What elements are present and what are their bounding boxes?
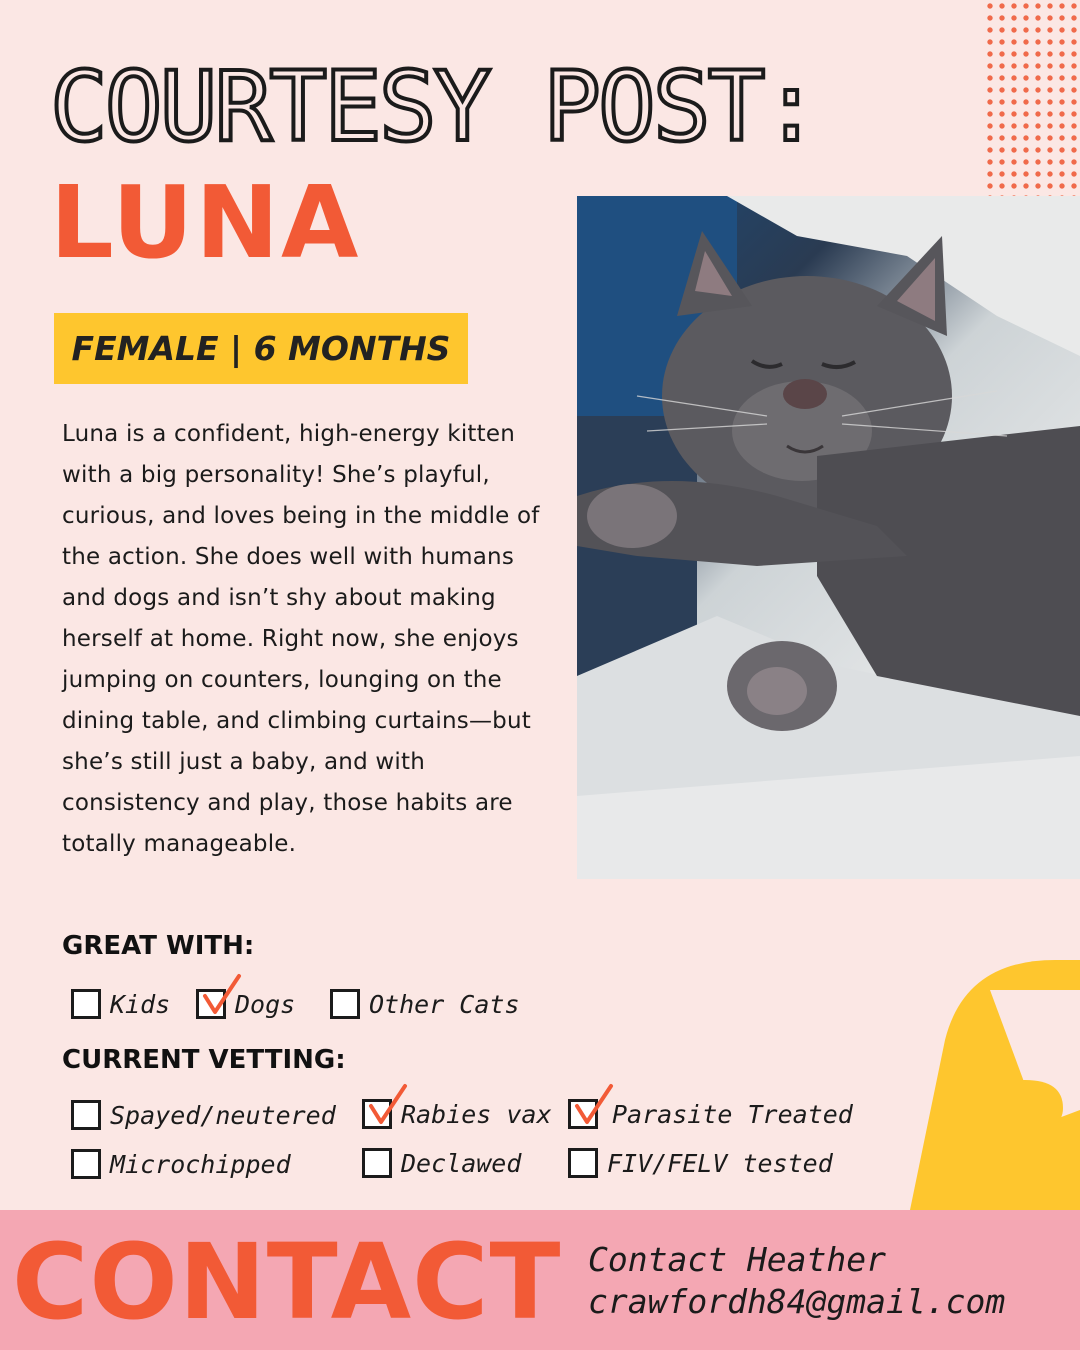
checkbox-microchipped[interactable] (71, 1147, 291, 1181)
checkbox-box[interactable] (71, 989, 101, 1019)
checkbox-parasite-treated[interactable] (568, 1097, 853, 1131)
checkbox-box[interactable] (330, 989, 360, 1019)
checkbox-label: Microchipped (110, 1149, 291, 1179)
checkbox-fiv-felv-tested[interactable] (568, 1146, 833, 1180)
checkbox-spayed-neutered[interactable] (71, 1098, 336, 1132)
checkbox-box[interactable] (362, 1148, 392, 1178)
checkbox-box[interactable] (568, 1099, 598, 1129)
contact-name: Contact Heather (588, 1240, 887, 1279)
checkbox-declawed[interactable] (362, 1146, 521, 1180)
checkbox-label: Parasite Treated (612, 1099, 853, 1129)
checkmark-icon (365, 1082, 409, 1128)
checkbox-box[interactable] (71, 1149, 101, 1179)
contact-email[interactable]: crawfordh84@gmail.com (588, 1282, 1006, 1321)
checkbox-label: FIV/FELV tested (607, 1148, 833, 1178)
checkmark-icon (199, 972, 243, 1018)
checkbox-box[interactable] (71, 1100, 101, 1130)
sex-age-badge: FEMALE | 6 MONTHS (54, 313, 468, 384)
pet-name: LUNA (50, 164, 361, 281)
checkbox-label: Dogs (235, 989, 296, 1019)
dot-pattern-decoration (984, 0, 1080, 196)
pet-photo (577, 196, 1080, 879)
checkbox-rabies-vax[interactable] (362, 1097, 552, 1131)
current-vetting-heading: CURRENT VETTING: (62, 1045, 346, 1075)
checkbox-label: Rabies vax (401, 1099, 552, 1129)
checkbox-dogs[interactable] (196, 987, 295, 1021)
checkbox-box[interactable] (568, 1148, 598, 1178)
checkbox-other-cats[interactable] (330, 987, 520, 1021)
checkmark-icon (571, 1082, 615, 1128)
checkbox-label: Declawed (401, 1148, 522, 1178)
checkbox-label: Kids (110, 989, 171, 1019)
checkbox-kids[interactable] (71, 987, 170, 1021)
great-with-heading: GREAT WITH: (62, 931, 255, 961)
pet-description: Luna is a confident, high-energy kitten with a big personality! She’s playful, curious, and loves being in the middle of the action. She does well with humans and dogs and isn’t shy about making herself at home. Right now, she enjoys jumping on counters, lounging on the dining table, and climbing curtains—but she’s still just a baby, and with consistency and play, those habits are totally manageable. (62, 421, 540, 857)
checkbox-box[interactable] (196, 989, 226, 1019)
checkbox-box[interactable] (362, 1099, 392, 1129)
checkbox-label: Spayed/neutered (110, 1100, 336, 1130)
contact-heading: CONTACT (12, 1221, 562, 1343)
checkbox-label: Other Cats (369, 989, 520, 1019)
page-title: COURTESY POST: (50, 52, 818, 162)
shelter-logo-icon (905, 960, 1080, 1210)
